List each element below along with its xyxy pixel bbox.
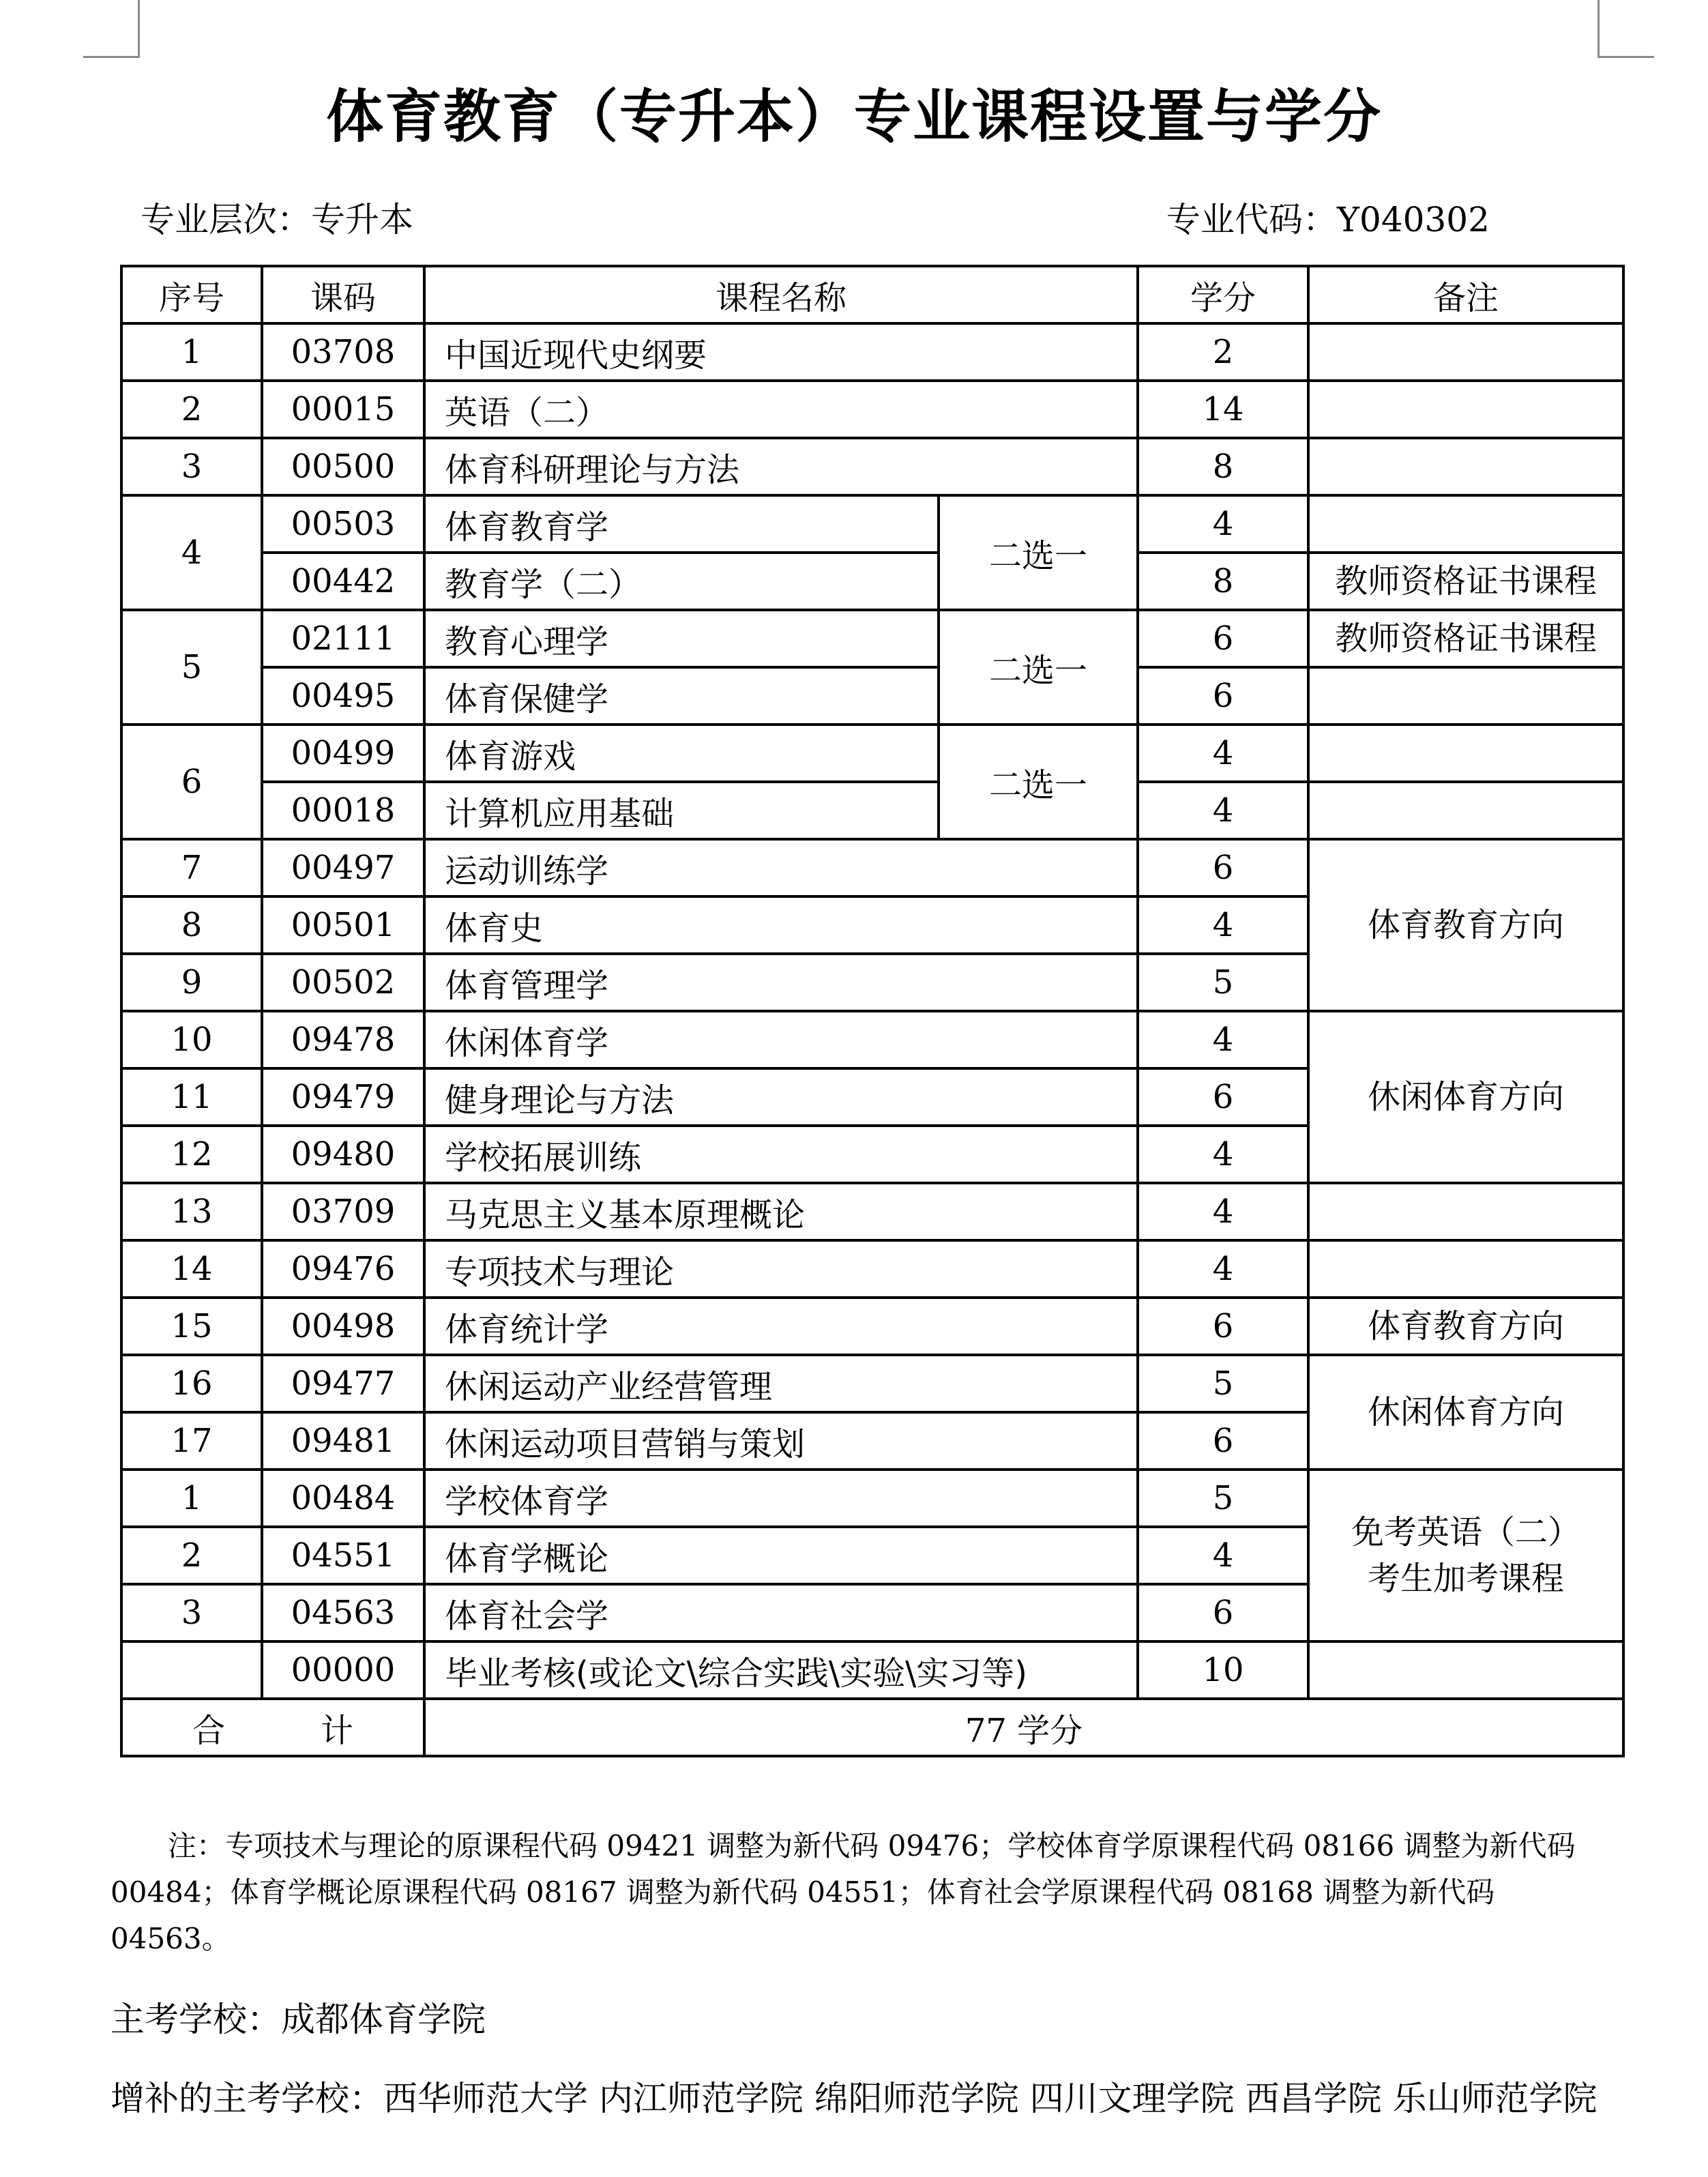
major-level — [141, 192, 413, 242]
cell-code: 09481 — [262, 1412, 424, 1470]
cell-no: 1 — [121, 1470, 262, 1527]
cell-name: 体育统计学 — [424, 1298, 1138, 1355]
cell-credit: 5 — [1138, 1470, 1308, 1527]
major-code — [1166, 192, 1490, 242]
remark-line-2: 考生加考课程 — [1368, 1560, 1565, 1598]
cell-credit: 4 — [1138, 1240, 1308, 1298]
header-name: 课程名称 — [424, 266, 1138, 323]
cell-name: 专项技术与理论 — [424, 1240, 1138, 1298]
cell-credit: 4 — [1138, 1126, 1308, 1183]
cell-code: 00502 — [262, 954, 424, 1011]
cell-code: 00498 — [262, 1298, 424, 1355]
cell-credit: 4 — [1138, 495, 1308, 553]
remark-line-1: 免考英语（二） — [1351, 1513, 1581, 1551]
cell-code: 00000 — [262, 1641, 424, 1699]
cell-name: 体育保健学 — [424, 667, 939, 725]
cell-remark — [1308, 381, 1623, 438]
major-level-label: 专业层次： — [141, 200, 311, 239]
cell-name: 计算机应用基础 — [424, 782, 939, 839]
cell-no: 6 — [121, 725, 262, 839]
cell-no: 9 — [121, 954, 262, 1011]
course-table — [120, 265, 1625, 1757]
cell-name: 学校体育学 — [424, 1470, 1138, 1527]
cell-name: 体育管理学 — [424, 954, 1138, 1011]
cell-no — [121, 1641, 262, 1699]
cell-code: 00495 — [262, 667, 424, 725]
table-row — [121, 381, 1623, 438]
cell-credit: 6 — [1138, 1068, 1308, 1126]
cell-code: 09479 — [262, 1068, 424, 1126]
cell-no: 11 — [121, 1068, 262, 1126]
cell-no: 2 — [121, 1527, 262, 1584]
cell-remark — [1308, 725, 1623, 782]
main-exam-school: 主考学校：成都体育学院 — [111, 2000, 486, 2039]
corner-mark-left — [83, 0, 140, 58]
cell-code: 02111 — [262, 610, 424, 667]
cell-credit: 4 — [1138, 1527, 1308, 1584]
cell-name: 运动训练学 — [424, 839, 1138, 896]
cell-code: 09477 — [262, 1355, 424, 1412]
cell-no: 14 — [121, 1240, 262, 1298]
cell-code: 04551 — [262, 1527, 424, 1584]
cell-no: 1 — [121, 323, 262, 381]
cell-no: 13 — [121, 1183, 262, 1240]
cell-code: 09480 — [262, 1126, 424, 1183]
cell-code: 00503 — [262, 495, 424, 553]
cell-no: 5 — [121, 610, 262, 725]
cell-remark: 休闲体育方向 — [1308, 1011, 1623, 1183]
cell-name: 中国近现代史纲要 — [424, 323, 1138, 381]
cell-credit: 6 — [1138, 1412, 1308, 1470]
table-row — [121, 610, 1623, 667]
table-row — [121, 1240, 1623, 1298]
cell-remark — [1308, 495, 1623, 553]
cell-remark: 教师资格证书课程 — [1308, 553, 1623, 610]
cell-credit: 6 — [1138, 610, 1308, 667]
total-label — [121, 1699, 424, 1756]
cell-credit: 4 — [1138, 782, 1308, 839]
cell-name: 毕业考核(或论文\综合实践\实验\实习等) — [424, 1641, 1138, 1699]
cell-remark: 体育教育方向 — [1308, 839, 1623, 1011]
cell-remark: 体育教育方向 — [1308, 1298, 1623, 1355]
table-row — [121, 323, 1623, 381]
total-label-b: 计 — [321, 1711, 354, 1750]
cell-no: 3 — [121, 1584, 262, 1641]
header-code: 课码 — [262, 266, 424, 323]
cell-remark — [1308, 438, 1623, 495]
table-header-row — [121, 266, 1623, 323]
table-row — [121, 839, 1623, 896]
cell-remark — [1308, 1470, 1623, 1641]
cell-no: 7 — [121, 839, 262, 896]
header-no: 序号 — [121, 266, 262, 323]
choose-one-label: 二选一 — [939, 725, 1138, 839]
cell-code: 03708 — [262, 323, 424, 381]
cell-no: 3 — [121, 438, 262, 495]
table-row — [121, 495, 1623, 553]
table-row — [121, 553, 1623, 610]
cell-name: 马克思主义基本原理概论 — [424, 1183, 1138, 1240]
document-title: 体育教育（专升本）专业课程设置与学分 — [325, 83, 1382, 150]
cell-name: 体育科研理论与方法 — [424, 438, 1138, 495]
cell-name: 体育学概论 — [424, 1527, 1138, 1584]
header-remark: 备注 — [1308, 266, 1623, 323]
major-code-value: Y040302 — [1337, 200, 1490, 239]
cell-credit: 10 — [1138, 1641, 1308, 1699]
cell-no: 2 — [121, 381, 262, 438]
cell-credit: 8 — [1138, 553, 1308, 610]
total-row — [121, 1699, 1623, 1756]
cell-credit: 2 — [1138, 323, 1308, 381]
cell-remark — [1308, 323, 1623, 381]
cell-code: 00484 — [262, 1470, 424, 1527]
cell-credit: 14 — [1138, 381, 1308, 438]
cell-code: 00500 — [262, 438, 424, 495]
cell-remark: 休闲体育方向 — [1308, 1355, 1623, 1470]
choose-one-label: 二选一 — [939, 610, 1138, 725]
cell-code: 00015 — [262, 381, 424, 438]
cell-name: 教育心理学 — [424, 610, 939, 667]
cell-credit: 4 — [1138, 1011, 1308, 1068]
cell-name: 健身理论与方法 — [424, 1068, 1138, 1126]
cell-credit: 5 — [1138, 954, 1308, 1011]
cell-credit: 6 — [1138, 1298, 1308, 1355]
cell-code: 00501 — [262, 896, 424, 954]
table-row — [121, 1641, 1623, 1699]
major-code-label: 专业代码： — [1166, 200, 1337, 239]
major-level-value: 专升本 — [311, 200, 413, 239]
table-row — [121, 1355, 1623, 1412]
cell-code: 09478 — [262, 1011, 424, 1068]
cell-credit: 5 — [1138, 1355, 1308, 1412]
cell-remark — [1308, 782, 1623, 839]
cell-remark — [1308, 1183, 1623, 1240]
cell-credit: 6 — [1138, 839, 1308, 896]
total-label-a: 合 — [192, 1711, 225, 1750]
header-credit: 学分 — [1138, 266, 1308, 323]
cell-name: 学校拓展训练 — [424, 1126, 1138, 1183]
corner-mark-right — [1597, 0, 1654, 58]
cell-credit: 4 — [1138, 725, 1308, 782]
cell-remark — [1308, 1240, 1623, 1298]
table-row — [121, 1298, 1623, 1355]
cell-remark — [1308, 1641, 1623, 1699]
cell-code: 04563 — [262, 1584, 424, 1641]
cell-credit: 8 — [1138, 438, 1308, 495]
cell-code: 00442 — [262, 553, 424, 610]
choose-one-label: 二选一 — [939, 495, 1138, 610]
cell-name: 体育社会学 — [424, 1584, 1138, 1641]
cell-name: 体育游戏 — [424, 725, 939, 782]
table-row — [121, 438, 1623, 495]
cell-name: 体育史 — [424, 896, 1138, 954]
table-row — [121, 782, 1623, 839]
table-row — [121, 725, 1623, 782]
cell-credit: 4 — [1138, 1183, 1308, 1240]
cell-credit: 4 — [1138, 896, 1308, 954]
cell-no: 16 — [121, 1355, 262, 1412]
table-row — [121, 667, 1623, 725]
cell-no: 8 — [121, 896, 262, 954]
cell-name: 教育学（二） — [424, 553, 939, 610]
footnote: 注：专项技术与理论的原课程代码 09421 调整为新代码 09476；学校体育学原课程代码 08166 调整为新代码 00484；体育学概论原课程代码 08167 调整为新代码 04551；体育社会学原课程代码 08168 调整为新代码 04563。 — [111, 1829, 1576, 1955]
cell-no: 15 — [121, 1298, 262, 1355]
cell-code: 03709 — [262, 1183, 424, 1240]
cell-no: 12 — [121, 1126, 262, 1183]
cell-no: 10 — [121, 1011, 262, 1068]
table-row — [121, 1470, 1623, 1527]
cell-credit: 6 — [1138, 1584, 1308, 1641]
cell-no: 4 — [121, 495, 262, 610]
total-value: 77 学分 — [424, 1699, 1623, 1756]
cell-name: 体育教育学 — [424, 495, 939, 553]
cell-name: 休闲运动项目营销与策划 — [424, 1412, 1138, 1470]
cell-code: 00018 — [262, 782, 424, 839]
cell-no: 17 — [121, 1412, 262, 1470]
cell-remark: 教师资格证书课程 — [1308, 610, 1623, 667]
cell-credit: 6 — [1138, 667, 1308, 725]
table-row — [121, 1011, 1623, 1068]
additional-exam-schools: 增补的主考学校：西华师范大学 内江师范学院 绵阳师范学院 四川文理学院 西昌学院 乐山师范学院 — [111, 2079, 1597, 2118]
cell-code: 00497 — [262, 839, 424, 896]
cell-name: 英语（二） — [424, 381, 1138, 438]
cell-remark — [1308, 667, 1623, 725]
cell-code: 00499 — [262, 725, 424, 782]
cell-name: 休闲体育学 — [424, 1011, 1138, 1068]
cell-code: 09476 — [262, 1240, 424, 1298]
table-row — [121, 1183, 1623, 1240]
cell-name: 休闲运动产业经营管理 — [424, 1355, 1138, 1412]
